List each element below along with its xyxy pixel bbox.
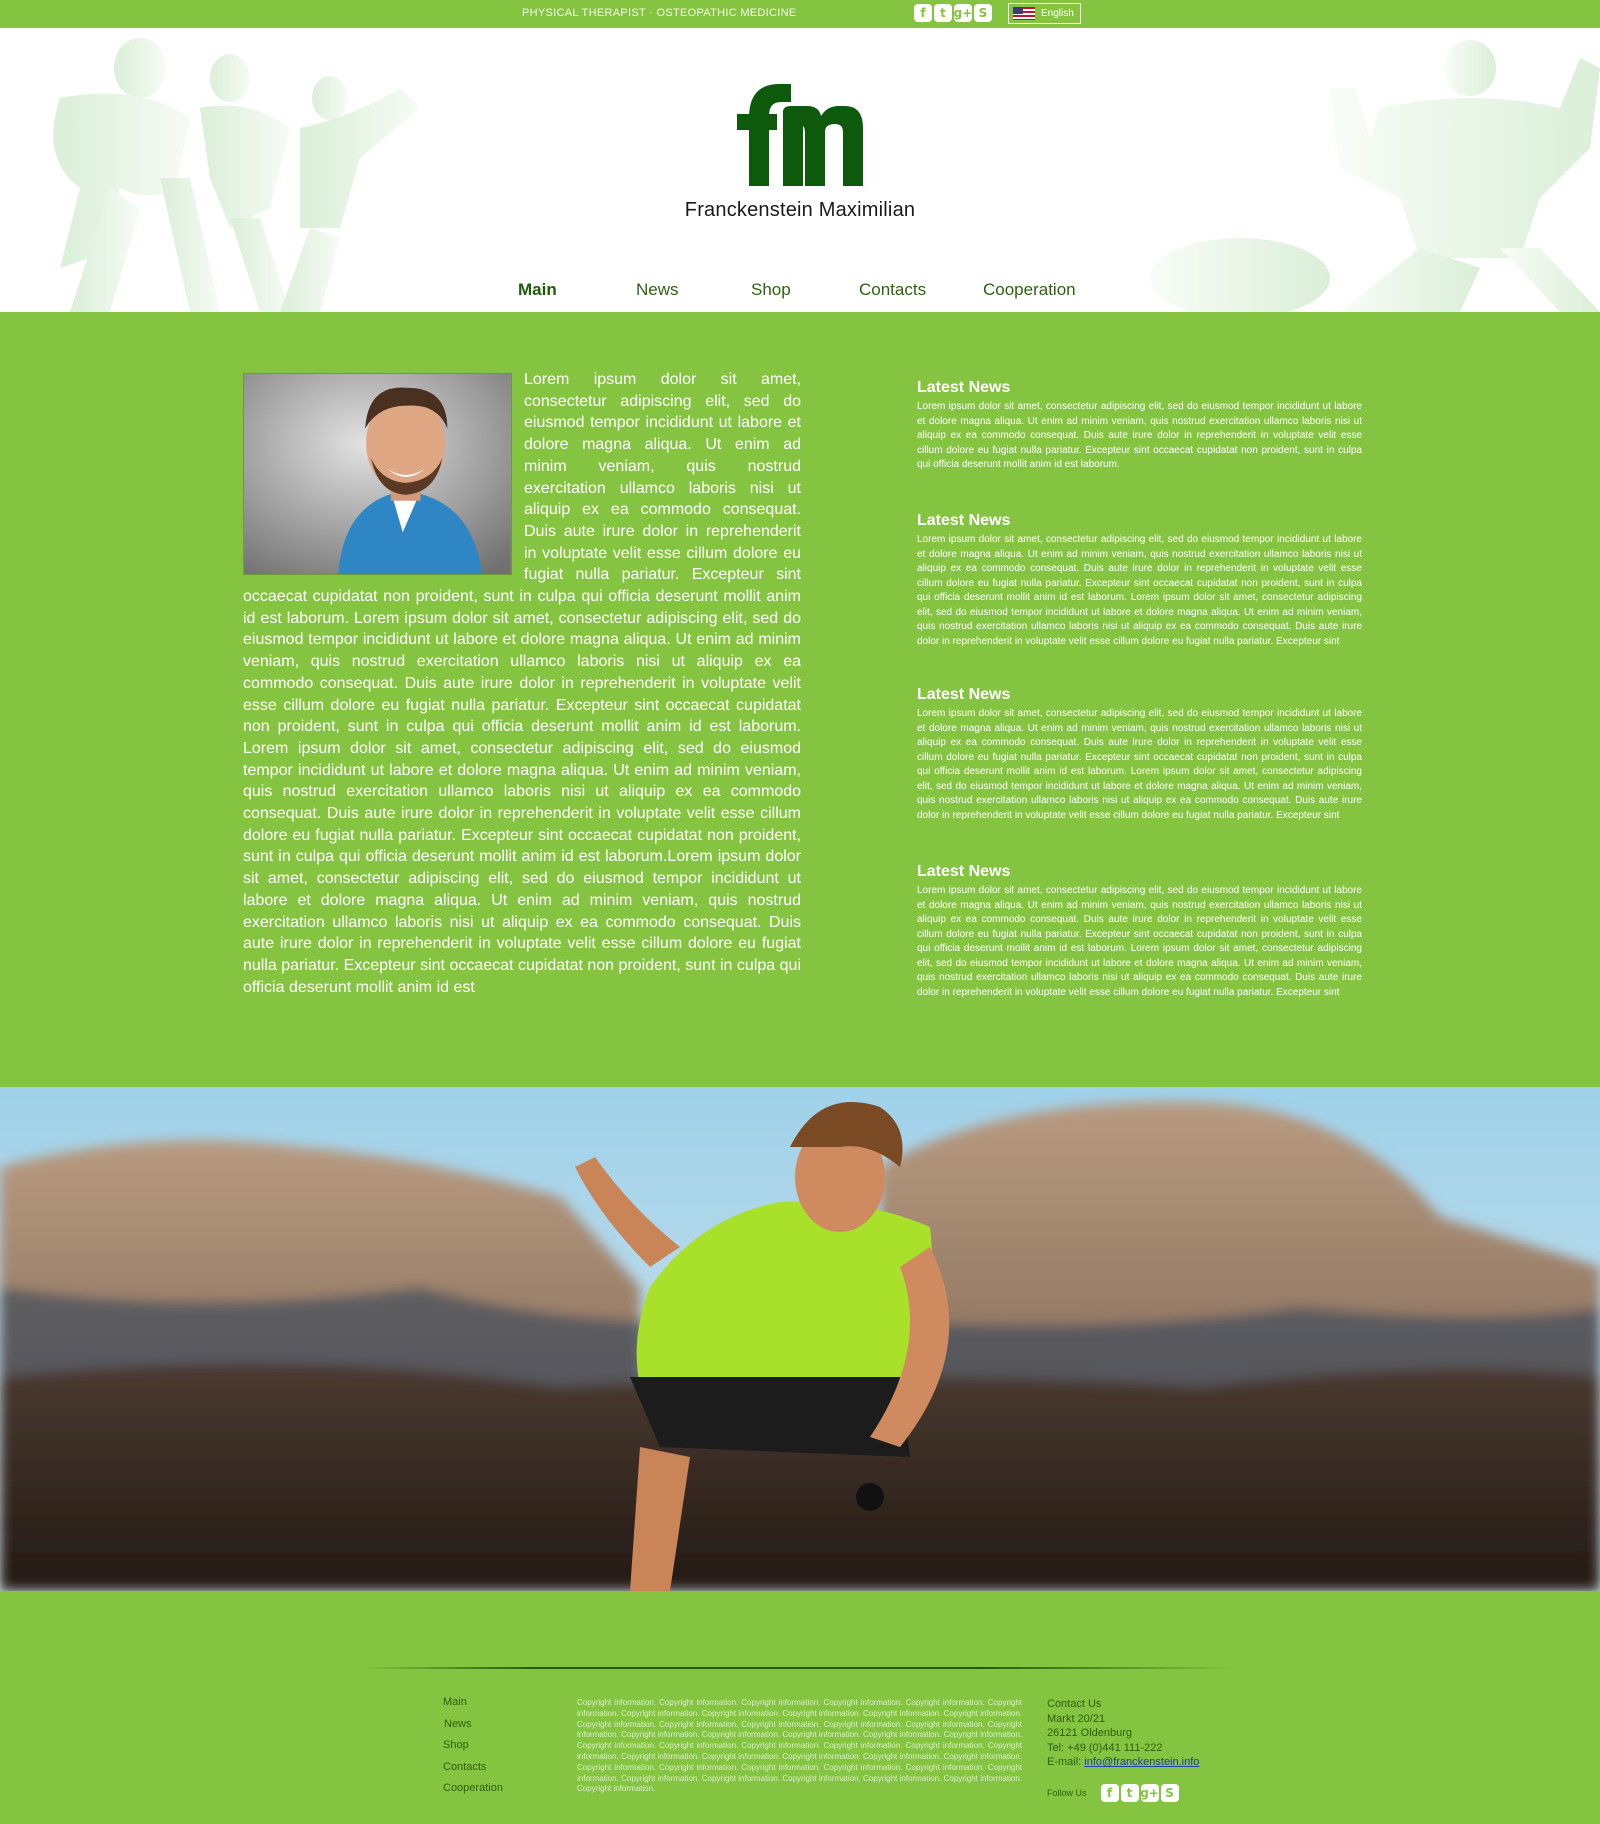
contact-info: [1047, 1697, 1199, 1770]
news-item: [917, 512, 1362, 649]
footer-nav: [443, 1696, 503, 1804]
footer-nav-news[interactable]: News: [444, 1717, 472, 1730]
twitter-icon[interactable]: t: [934, 4, 952, 22]
email-label: E-mail:: [1047, 1756, 1082, 1769]
news-title[interactable]: Latest News: [917, 863, 1011, 880]
google-plus-icon[interactable]: g+: [1140, 1786, 1159, 1800]
footer-nav-main[interactable]: Main: [443, 1696, 467, 1708]
language-selector[interactable]: [1008, 3, 1081, 24]
news-item: [917, 863, 1362, 1000]
news-body: Lorem ipsum dolor sit amet, consectetur adipiscing elit, sed do eiusmod tempor incididunt ut labore et dolore magna aliqua. Ut enim ad minim veniam, quis nostrud exercitation ullamco laboris nisi ut aliquip ex ea commodo consequat. Duis aute irure dolor in reprehenderit in voluptate velit esse cillum dolore eu fugiat nulla pariatur. Excepteur sint occaecat cupidatat non proident, sunt in culpa qui officia deserunt mollit anim id est laborum.: [917, 401, 1362, 470]
news-body: Lorem ipsum dolor sit amet, consectetur adipiscing elit, sed do eiusmod tempor incididunt ut labore et dolore magna aliqua. Ut enim ad minim veniam, quis nostrud exercitation ullamco laboris nisi ut aliquip ex ea commodo consequat. Duis aute irure dolor in reprehenderit in voluptate velit esse cillum dolore eu fugiat nulla pariatur. Excepteur sint occaecat cupidatat non proident, sunt in culpa qui officia deserunt mollit anim id est laborum. Lorem ipsum dolor sit amet, consectetur adipiscing elit, sed do eiusmod tempor incididunt ut labore et dolore magna aliqua. Ut enim ad minim veniam, quis nostrud exercitation ullamco laboris nisi ut aliquip ex ea commodo consequat. Duis aute irure dolor in reprehenderit in voluptate velit esse cillum dolore eu fugiat nulla pariatur. Excepteur sint: [917, 885, 1362, 998]
header: [0, 28, 1600, 312]
nav-item-shop[interactable]: Shop: [751, 280, 791, 299]
intro-text: Lorem ipsum dolor sit amet, consectetur adipiscing elit, sed do eiusmod tempor incididunt ut labore et dolore magna aliqua. Ut enim ad minim veniam, quis nostrud exercitation ullamco laboris nisi ut aliquip ex ea commodo consequat. Duis aute irure dolor in reprehenderit in voluptate velit esse cillum dolore eu fugiat nulla pariatur. Excepteur sint occaecat cupidatat non proident, sunt in culpa qui officia deserunt mollit anim id est laborum. Lorem ipsum dolor sit amet, consectetur adipiscing elit, sed do eiusmod tempor incididunt ut labore et dolore magna aliqua. Ut enim ad minim veniam, quis nostrud exercitation ullamco laboris nisi ut aliquip ex ea commodo consequat. Duis aute irure dolor in reprehenderit in voluptate velit esse cillum dolore eu fugiat nulla pariatur. Excepteur sint occaecat cupidatat non proident, sunt in culpa qui officia deserunt mollit anim id est laborum. Lorem ipsum dolor sit amet, consectetur adipiscing elit, sed do eiusmod tempor incididunt ut labore et dolore magna aliqua. Ut enim ad minim veniam, quis nostrud exercitation ullamco laboris nisi ut aliquip ex ea commodo consequat. Duis aute irure dolor in reprehenderit in voluptate velit esse cillum dolore eu fugiat nulla pariatur. Excepteur sint occaecat cupidatat non proident, sunt in culpa qui officia deserunt mollit anim id est laborum.Lorem ipsum dolor sit amet, consectetur adipiscing elit, sed do eiusmod tempor incididunt ut labore et dolore magna aliqua. Ut enim ad minim veniam, quis nostrud exercitation ullamco laboris nisi ut aliquip ex ea commodo consequat. Duis aute irure dolor in reprehenderit in voluptate velit esse cillum dolore eu fugiat nulla pariatur. Excepteur sint occaecat cupidatat non proident, sunt in culpa qui officia deserunt mollit anim id est: [243, 371, 801, 996]
anatomy-figures-right-image: [1140, 28, 1600, 312]
follow-us: [1047, 1784, 1179, 1802]
footer-nav-shop[interactable]: Shop: [443, 1739, 469, 1751]
nav-item-main[interactable]: Main: [518, 280, 557, 299]
skype-icon[interactable]: S: [1161, 1784, 1179, 1802]
footer-nav-cooperation[interactable]: Cooperation: [443, 1782, 503, 1794]
news-item: [917, 379, 1362, 473]
main-nav: [508, 280, 1088, 312]
address-line-1: Markt 20/21: [1047, 1712, 1106, 1725]
news-title[interactable]: Latest News: [917, 686, 1011, 703]
news-title[interactable]: Latest News: [917, 379, 1011, 396]
address-line-2: 26121 Oldenburg: [1047, 1727, 1133, 1740]
news-body: Lorem ipsum dolor sit amet, consectetur adipiscing elit, sed do eiusmod tempor incididunt ut labore et dolore magna aliqua. Ut enim ad minim veniam, quis nostrud exercitation ullamco laboris nisi ut aliquip ex ea commodo consequat. Duis aute irure dolor in reprehenderit in voluptate velit esse cillum dolore eu fugiat nulla pariatur. Excepteur sint occaecat cupidatat non proident, sunt in culpa qui officia deserunt mollit anim id est laborum. Lorem ipsum dolor sit amet, consectetur adipiscing elit, sed do eiusmod tempor incididunt ut labore et dolore magna aliqua. Ut enim ad minim veniam, quis nostrud exercitation ullamco laboris nisi ut aliquip ex ea commodo consequat. Duis aute irure dolor in reprehenderit in voluptate velit esse cillum dolore eu fugiat nulla pariatur. Excepteur sint: [917, 534, 1362, 647]
footer: [0, 1591, 1600, 1824]
runner-banner-image: [0, 1087, 1600, 1591]
contact-title: Contact Us: [1047, 1698, 1102, 1710]
email-row: [1047, 1755, 1199, 1770]
language-label: English: [1041, 8, 1074, 19]
footer-social-links: [1101, 1784, 1179, 1802]
copyright-text: Copyright information. Copyright information. Copyright information. Copyright information. Copyright information. Copyright information. Copyright information. Copyright information. Copyright information. Copyright information. Copyright information. Copyright information. Copyright information. Copyright information. Copyright information. Copyright information. Copyright information. Copyright information. Copyright information. Copyright information. Copyright information. Copyright information. Copyright information. Copyright information. Copyright information. Copyright information. Copyright information. Copyright information. Copyright information. Copyright information. Copyright information. Copyright information. Copyright information. Copyright information. Copyright information. Copyright information. Copyright information. Copyright information. Copyright information. Copyright information. Copyright information. Copyright information. Copyright information. Copyright information. Copyright information.: [577, 1698, 1022, 1794]
footer-nav-contacts[interactable]: Contacts: [443, 1760, 487, 1773]
top-bar: [0, 0, 1600, 28]
email-link[interactable]: info@franckenstein.info: [1084, 1756, 1200, 1769]
follow-label: Follow Us: [1047, 1788, 1087, 1798]
nav-item-cooperation[interactable]: Cooperation: [983, 280, 1076, 299]
brand-name: Franckenstein Maximilian: [684, 199, 916, 221]
news-title[interactable]: Latest News: [917, 512, 1011, 529]
news-body: Lorem ipsum dolor sit amet, consectetur adipiscing elit, sed do eiusmod tempor incididunt ut labore et dolore magna aliqua. Ut enim ad minim veniam, quis nostrud exercitation ullamco laboris nisi ut aliquip ex ea commodo consequat. Duis aute irure dolor in reprehenderit in voluptate velit esse cillum dolore eu fugiat nulla pariatur. Excepteur sint occaecat cupidatat non proident, sunt in culpa qui officia deserunt mollit anim id est laborum. Lorem ipsum dolor sit amet, consectetur adipiscing elit, sed do eiusmod tempor incididunt ut labore et dolore magna aliqua. Ut enim ad minim veniam, quis nostrud exercitation ullamco laboris nisi ut aliquip ex ea commodo consequat. Duis aute irure dolor in reprehenderit in voluptate velit esse cillum dolore eu fugiat nulla pariatur. Excepteur sint: [917, 708, 1362, 821]
twitter-icon[interactable]: t: [1121, 1784, 1139, 1802]
social-links-top: [914, 4, 992, 22]
nav-item-news[interactable]: News: [636, 280, 679, 299]
facebook-icon[interactable]: f: [1101, 1784, 1119, 1802]
skype-icon[interactable]: S: [974, 4, 992, 22]
google-plus-icon[interactable]: g+: [953, 6, 973, 20]
facebook-icon[interactable]: f: [914, 4, 932, 22]
footer-divider: [360, 1667, 1240, 1669]
us-flag-icon: [1013, 7, 1035, 20]
nav-item-contacts[interactable]: Contacts: [859, 280, 927, 299]
therapist-portrait-image: [243, 373, 512, 575]
fm-logo-icon[interactable]: [735, 76, 865, 186]
news-item: [917, 686, 1362, 823]
anatomy-figures-left-image: [0, 28, 460, 312]
phone: Tel: +49 (0)441 111-222: [1047, 1741, 1163, 1754]
main-content: [0, 312, 1600, 1087]
tagline: PHYSICAL THERAPIST · OSTEOPATHIC MEDICINE: [522, 7, 797, 19]
